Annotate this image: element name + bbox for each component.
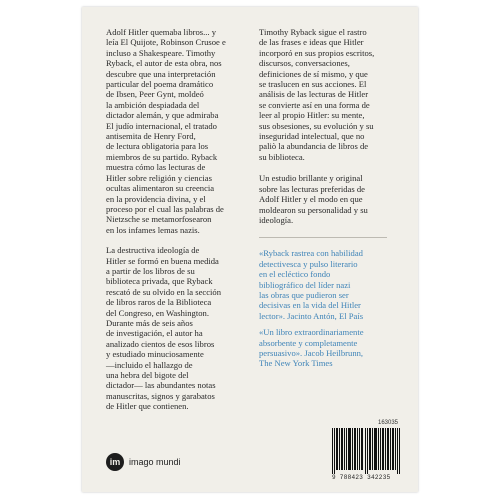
publisher-name: imago mundi (129, 457, 181, 467)
left-paragraph-1: Adolf Hitler quemaba libros... y leía El Quijote, Robinson Crusoe e incluso a Shakespeare. Timothy Ryback, el autor de esta obra, nos descubre que una interpretación particular del poema dramático de Ibsen, Peer Gynt, moldeó la ambición despiadada del dictador alemán, y que admiraba El judío internacional, el tratado antisemita de Henry Ford, de lectura obligatoria para los miembros de su partido. Ryback muestra cómo las lecturas de Hitler sobre religión y ciencias ocultas alimentaron su creencia en la providencia divina, y el proceso por el cual las palabras de Nietzsche se metamorfosearon en los infames lemas nazis. (106, 27, 226, 235)
right-column (259, 27, 399, 369)
book-back-cover (82, 7, 418, 492)
review-quote-1: «Ryback rastrea con habilidad detectivesca y pulso literario en el ecléctico fondo bibliográfico del líder nazi las obras que pudieron ser decisivas en la vida del Hitler lector». Jacinto Antón, El País (259, 248, 364, 321)
barcode-icon (332, 428, 402, 474)
left-paragraph-2: La destructiva ideología de Hitler se formó en buena medida a partir de los libros de su biblioteca privada, que Ryback rescató de su olvido en la sección de libros raros de la Biblioteca del Congreso, en Washington. Durante más de seis años de investigación, el autor ha analizado cientos de esos libros y estudiado minuciosamente —incluido el hallazgo de una hebra del bigote del dictador— las abundantes notas manuscritas, signos y garabatos de Hitler que contienen. (106, 245, 222, 412)
publisher-logo (106, 453, 181, 471)
product-code: 163035 (378, 420, 399, 426)
publisher-mark-icon: im (106, 453, 124, 471)
isbn-digits: 9 788423 342235 (332, 474, 391, 481)
divider (259, 237, 387, 238)
review-quote-2: «Un libro extraordinariamente absorbente y completamente persuasivo». Jacob Heilbrunn, The New York Times (259, 327, 364, 369)
right-paragraph-1: Timothy Ryback sigue el rastro de las frases e ideas que Hitler incorporó en sus propios escritos, discursos, conversaciones, definiciones de sí mismo, y que se traslucen en sus acciones. El análisis de las lecturas de Hitler se convierte así en una forma de leer al propio Hitler: su mente, sus obsesiones, su evolución y su inseguridad intelectual, que no paliò la abundancia de libros de su biblioteca. (259, 27, 375, 162)
right-paragraph-2: Un estudio brillante y original sobre las lecturas preferidas de Adolf Hitler y el modo en que moldearon su personalidad y su ideología. (259, 173, 368, 225)
left-column (106, 27, 242, 412)
